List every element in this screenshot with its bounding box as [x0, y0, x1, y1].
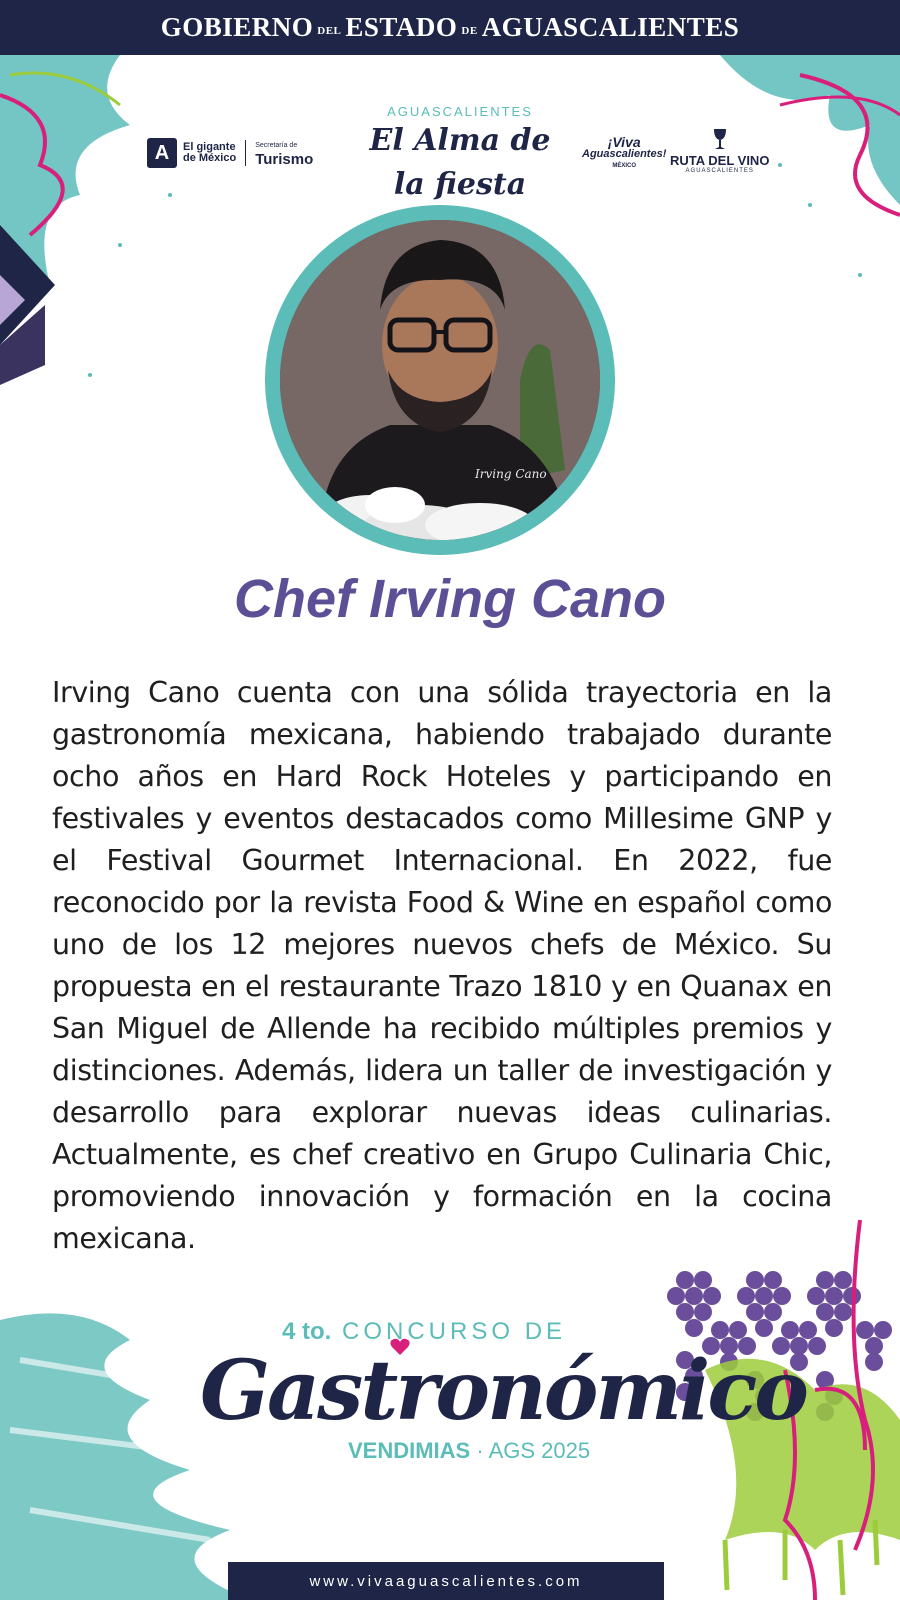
turismo-main-text: Turismo [255, 151, 314, 168]
contest-separator: · [476, 1438, 484, 1463]
gigante-line1: El gigante [183, 141, 236, 153]
gigante-text [183, 142, 236, 164]
turismo-text [255, 139, 313, 167]
contest-main-title: Gastronómico [200, 1343, 806, 1439]
shirt-embroidery: Irving Cano [475, 467, 547, 481]
header-word-gobierno: GOBIERNO [160, 12, 314, 42]
contest-title-line [282, 1318, 566, 1346]
government-header [0, 0, 900, 55]
header-word-aguascalientes: AGUASCALIENTES [481, 12, 740, 42]
contest-place: AGS 2025 [488, 1438, 591, 1463]
viva-line3: MÉXICO [612, 163, 637, 169]
alma-de-la-fiesta-logo [350, 104, 570, 207]
contest-subtitle [348, 1438, 590, 1464]
viva-line2: Aguascalientes! [582, 148, 667, 160]
gigante-a-icon: A [147, 138, 177, 168]
header-joiner-del: DEL [317, 24, 342, 37]
sponsor-logos [0, 100, 900, 202]
ruta-sub-text: AGUASCALIENTES [685, 168, 754, 174]
chef-biography: Irving Cano cuenta con una sólida trayectoria en la gastronomía mexicana, habiendo trabajado durante ocho años en Hard Rock Hoteles y participando en festivales y eventos destacados como Millesime GNP y el Festival Gourmet Internacional. En 2022, fue reconocido por la revista Food & Wine en español como uno de los 12 mejores nuevos chefs de México. Su propuesta en el restaurante Trazo 1810 y en Quanax en San Miguel de Allende ha recibido múltiples premios y distinciones. Además, lidera un taller de investigación y desarrollo para explorar nuevas ideas culinarias. Actualmente, es chef creativo en Grupo Culinaria Chic, promoviendo innovación y formación en la cocina mexicana. [52, 676, 832, 1255]
wine-glass-icon [712, 128, 728, 150]
contest-event: VENDIMIAS [348, 1438, 471, 1463]
chef-name: Chef Irving Cano [233, 569, 667, 629]
header-joiner-de: DE [461, 24, 478, 37]
alma-main-text: El Alma de la fiesta [369, 123, 551, 202]
contest-title: CONCURSO DE [342, 1318, 567, 1345]
website-footer [228, 1562, 664, 1600]
header-word-estado: ESTADO [345, 12, 458, 42]
contest-ordinal: 4 to. [282, 1318, 332, 1345]
logo-divider [245, 140, 246, 166]
gigante-turismo-logo [147, 138, 313, 168]
gigante-line2: de México [183, 152, 237, 164]
turismo-small-text: Secretaría de [255, 142, 298, 149]
viva-aguascalientes-logo [582, 136, 666, 172]
contest-logo [200, 1318, 806, 1498]
chef-portrait-illustration [280, 220, 600, 540]
website-url[interactable]: www.vivaaguascalientes.com [309, 1572, 583, 1590]
chef-portrait [280, 220, 600, 540]
alma-top-text: AGUASCALIENTES [387, 104, 533, 119]
viva-line1: ¡Viva [607, 134, 641, 150]
ruta-del-vino-logo [670, 128, 769, 174]
ruta-main-text: RUTA DEL VINO [670, 153, 770, 168]
